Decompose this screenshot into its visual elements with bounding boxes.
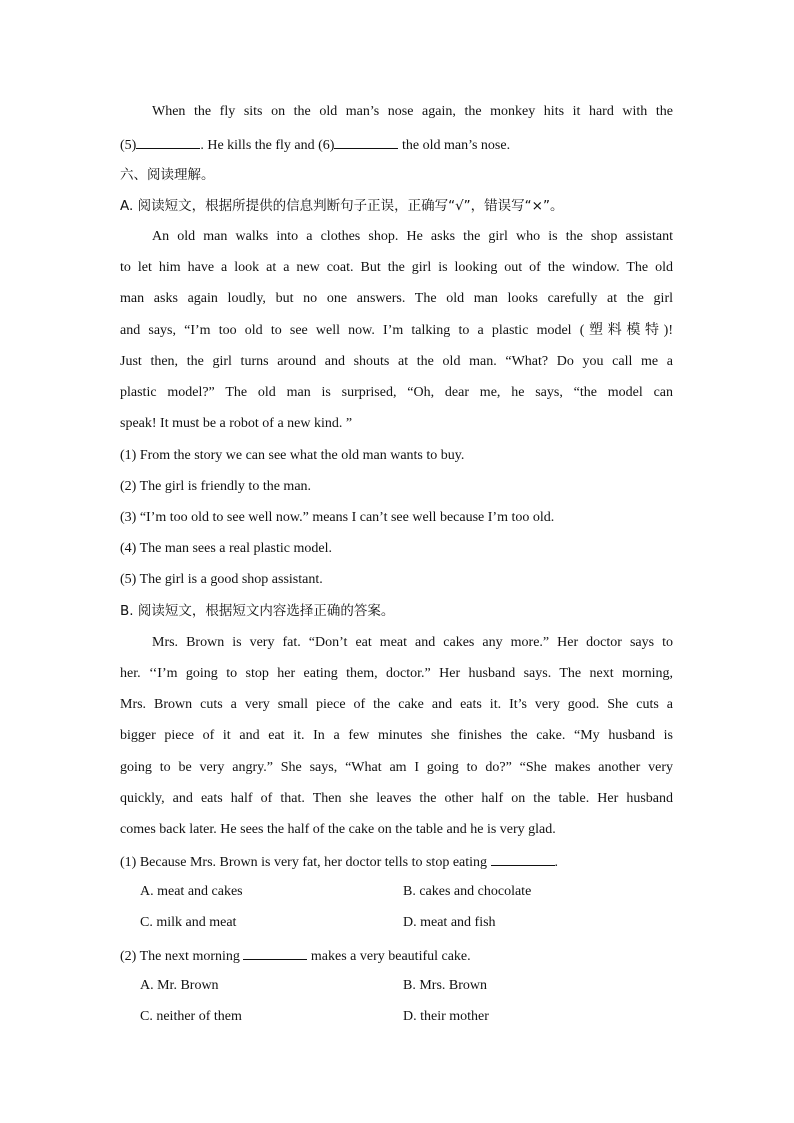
passage-a-line: speak! It must be a robot of a new kind. ” (120, 416, 353, 431)
statement-item: (5) The girl is a good shop assistant. (120, 572, 323, 587)
option-d[interactable]: D. their mother (403, 1009, 489, 1024)
passage-a-line: and says, “I’m too old to see well now. I’m talking to a plastic model (塑料模特)! (120, 323, 673, 338)
passage-a-line: plastic model?” The old man is surprised, “Oh, dear me, he says, “the model can (120, 385, 673, 400)
question-1 (120, 850, 673, 872)
section-heading: 六、阅读理解。 (120, 167, 215, 183)
question-2 (120, 944, 673, 966)
statement-item: (4) The man sees a real plastic model. (120, 541, 332, 556)
passage-b-line: Mrs. Brown is very fat. “Don’t eat meat and cakes any more.” Her doctor says to (152, 635, 673, 650)
passage-a-line: man asks again loudly, but no one answers. The old man looks carefully at the girl (120, 291, 673, 306)
passage-b-line: comes back later. He sees the half of the cake on the table and he is very glad. (120, 822, 556, 837)
question-stem-end: makes a very beautiful cake. (307, 949, 471, 964)
answer-blank-q1[interactable] (491, 850, 555, 866)
option-d[interactable]: D. meat and fish (403, 915, 496, 930)
fill-blank-line-2 (120, 133, 673, 155)
answer-blank-5[interactable] (136, 133, 200, 149)
passage-b-line: her. ‘‘I’m going to stop her eating them, doctor.” Her husband says. The next morning, (120, 666, 673, 681)
statement-item: (2) The girl is friendly to the man. (120, 479, 312, 494)
passage-a-line: Just then, the girl turns around and shouts at the old man. “What? Do you call me a (120, 354, 673, 369)
passage-a-line: to let him have a look at a new coat. But the girl is looking out of the window. The old (120, 260, 673, 275)
statement-item: (3) “I’m too old to see well now.” means I can’t see well because I’m too old. (120, 510, 555, 525)
fill-blank-text-end: the old man’s nose. (398, 138, 511, 153)
option-c[interactable]: C. neither of them (140, 1009, 242, 1024)
passage-b-line: Mrs. Brown cuts a very small piece of the cake and eats it. It’s very good. She cuts a (120, 697, 673, 712)
passage-b-line: going to be very angry.” She says, “What am I going to do?” “She makes another very (120, 760, 673, 775)
option-a[interactable]: A. Mr. Brown (140, 978, 219, 993)
option-a[interactable]: A. meat and cakes (140, 884, 243, 899)
part-a-instruction: A. 阅读短文，根据所提供的信息判断句子正误，正确写“√”，错误写“×”。 (120, 198, 564, 214)
answer-blank-q2[interactable] (243, 944, 307, 960)
answer-blank-6[interactable] (334, 133, 398, 149)
option-c[interactable]: C. milk and meat (140, 915, 237, 930)
fill-blank-line-1: When the fly sits on the old man’s nose again, the monkey hits it hard with the (152, 104, 673, 119)
fill-blank-text: . He kills the fly and (6) (200, 138, 335, 153)
part-b-instruction: B. 阅读短文，根据短文内容选择正确的答案。 (120, 603, 395, 619)
option-b[interactable]: B. Mrs. Brown (403, 978, 488, 993)
option-b[interactable]: B. cakes and chocolate (403, 884, 532, 899)
question-stem: (2) The next morning (120, 949, 244, 964)
question-stem: (1) Because Mrs. Brown is very fat, her doctor tells to stop eating (120, 855, 491, 870)
passage-a-line: An old man walks into a clothes shop. He asks the girl who is the shop assistant (152, 229, 673, 244)
statement-item: (1) From the story we can see what the old man wants to buy. (120, 448, 465, 463)
passage-b-line: quickly, and eats half of that. Then she leaves the other half on the table. Her husband (120, 791, 673, 806)
passage-b-line: bigger piece of it and eat it. In a few minutes she finishes the cake. “My husband is (120, 728, 673, 743)
question-stem-end: . (554, 855, 559, 870)
blank-label-5: (5) (120, 138, 137, 153)
